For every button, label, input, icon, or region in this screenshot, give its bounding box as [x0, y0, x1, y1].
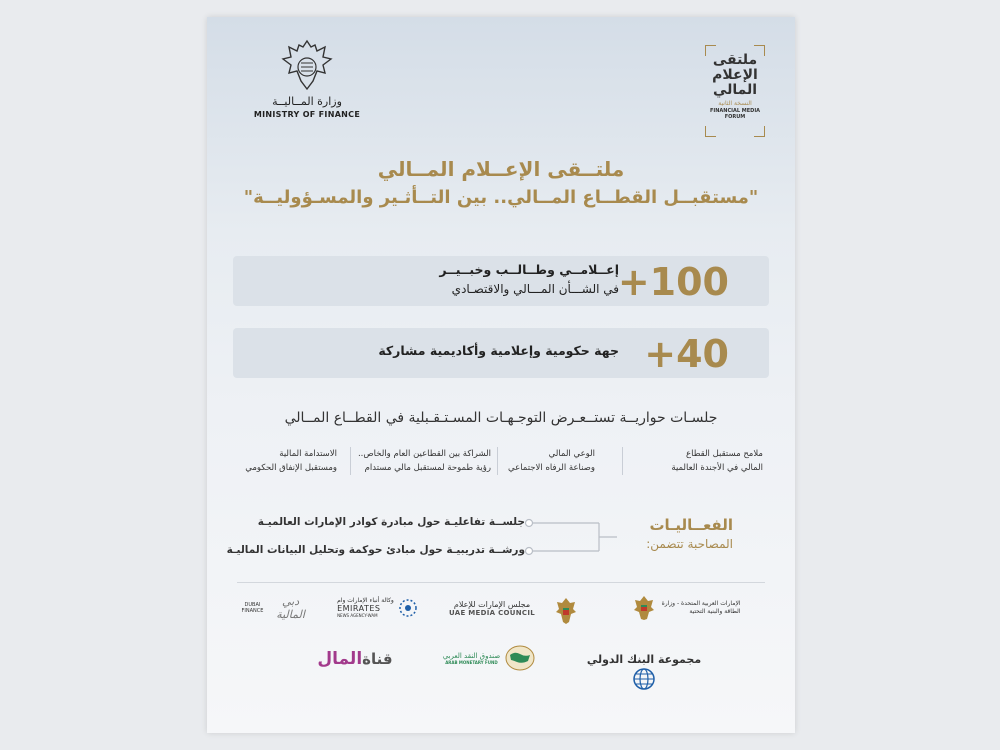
falcon-emblem-icon: [279, 37, 335, 93]
wam-dots-icon: [399, 599, 417, 617]
session-separator: [622, 447, 623, 475]
uae-emblem-icon: [633, 595, 655, 621]
partner-uae-emblem: [551, 597, 581, 629]
event-item: جلســة تفاعليـة حول مبادرة كوادر الإمارات العالميـة: [257, 516, 525, 528]
stat-line2: في الشـــأن المـــالي والاقتصـادي: [451, 282, 619, 296]
session-item: [613, 447, 763, 475]
connector-dot: [526, 520, 533, 527]
partner-name-part2: المال: [317, 649, 363, 669]
amf-map-icon: [505, 645, 535, 671]
ministry-name-ar: وزارة المــاليــة: [272, 95, 342, 108]
partner-name-en: DUBAI FINANCE: [241, 602, 264, 614]
ministry-name-en: MINISTRY OF FINANCE: [253, 110, 361, 119]
events-title: الفعــاليـات: [649, 516, 733, 534]
partner-arab-monetary-fund: [439, 645, 539, 671]
forum-logo-title: ملتقى الإعلام المالي: [712, 52, 758, 98]
forum-logo: [705, 45, 765, 137]
stat-panel-100: [233, 256, 769, 306]
partner-uae-media-council: [447, 600, 537, 617]
partner-name-part1: قناة: [362, 650, 393, 668]
partner-name: مجموعة البنك الدولي: [586, 653, 702, 666]
partner-uae-energy: [627, 595, 747, 621]
partner-name-en: UAE MEDIA COUNCIL: [448, 609, 536, 617]
session-item: [207, 447, 337, 475]
stat-panel-40: [233, 328, 769, 378]
session-line2: المالي في الأجندة العالمية: [671, 463, 763, 473]
session-line1: ملامح مستقبل القطاع: [686, 449, 763, 459]
stat-number: +100: [617, 260, 729, 304]
divider: [237, 582, 765, 583]
event-item: ورشــة تدريبيـة حول مبادئ حوكمة وتحليل البيانات الماليـة: [226, 544, 525, 556]
forum-logo-edition: النسخة الثانية: [718, 100, 752, 107]
stat-number: +40: [644, 332, 729, 376]
partner-world-bank: [579, 649, 709, 690]
partner-name-ar: صندوق النقد العربي: [442, 651, 501, 660]
partner-wam: [337, 597, 417, 618]
partner-name-ar: وكالة أنباء الإمارات وام: [337, 597, 394, 604]
partner-name: الإمارات العربية المتحدة - وزارة الطاقة والبنية التحتية: [661, 600, 741, 615]
forum-logo-en: FINANCIAL MEDIA FORUM: [709, 108, 761, 120]
poster: [207, 17, 795, 733]
partner-name-ar: مجلس الإمارات للإعلام: [453, 600, 531, 609]
globe-icon: [633, 668, 655, 690]
session-separator: [497, 447, 498, 475]
session-line2: رؤية طموحة لمستقبل مالي مستدام: [364, 463, 491, 473]
sessions-title: جلسـات حواريــة تستــعـرض التوجـهـات المسـتـقـبلية في القطــاع المــالي: [284, 410, 718, 426]
session-line1: الشراكة بين القطاعين العام والخاص..: [357, 449, 491, 459]
partner-al-mal-channel: [315, 649, 395, 669]
uae-emblem-icon: [555, 597, 577, 625]
session-line1: الوعي المالي: [548, 449, 595, 459]
session-line2: وصناعة الرفاه الاجتماعي: [508, 463, 595, 473]
session-item: [341, 447, 491, 475]
partner-dubai-finance: [235, 595, 315, 621]
main-title: ملتــقى الإعــلام المــالي: [377, 157, 625, 181]
partner-name-en: EMIRATES: [337, 604, 381, 613]
subtitle: "مستقبــل القطــاع المــالي.. بين التــأثـير والمسـؤوليــة": [243, 187, 759, 208]
connector-dot: [526, 548, 533, 555]
session-line2: ومستقبل الإنفاق الحكومي: [245, 463, 337, 473]
session-line1: الاستدامة المالية: [279, 449, 337, 459]
partner-name-ar: دبي المالية: [276, 595, 305, 621]
ministry-logo: [227, 37, 387, 119]
partner-name-en: ARAB MONETARY FUND: [445, 659, 498, 665]
stat-line1: جهة حكومية وإعلامية وأكاديمية مشاركة: [378, 343, 619, 358]
stat-line1: إعــلامــي وطــالــب وخبــيــر: [439, 262, 619, 277]
session-separator: [350, 447, 351, 475]
events-subtitle: المصاحبة تتضمن:: [646, 537, 733, 551]
partner-sub: NEWS AGENCY-WAM: [337, 613, 378, 618]
events-connector: [519, 517, 619, 557]
